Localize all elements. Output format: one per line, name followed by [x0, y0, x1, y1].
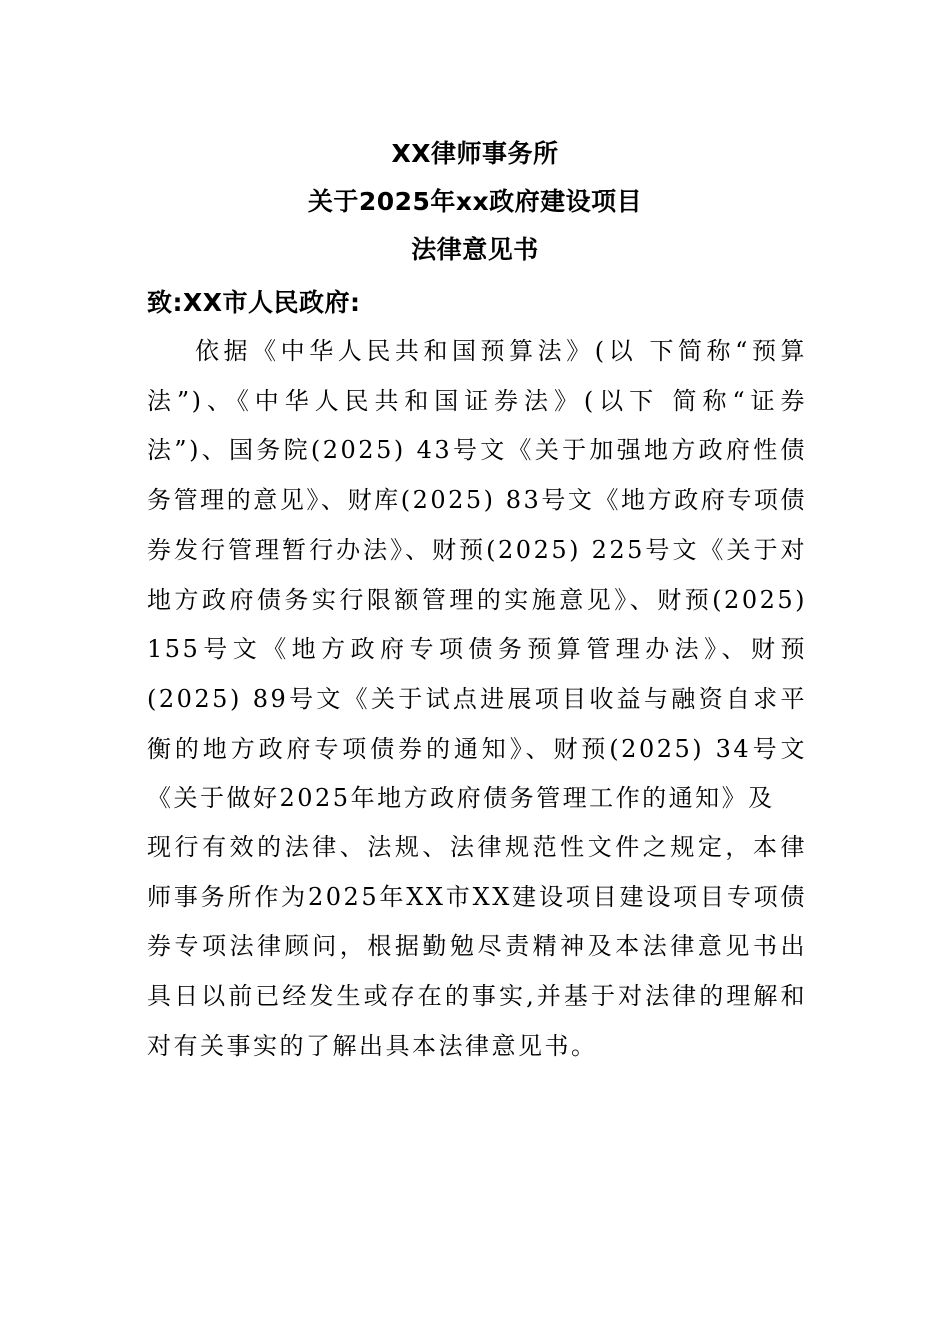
salutation: 致:XX市人民政府:	[147, 288, 361, 317]
paragraph-opinion-statement: 现行有效的法律、法规、法律规范性文件之规定，本律师事务所作为2025年XX市XX建设项目建设项目专项债券专项法律顾问，根据勤勉尽责精神及本法律意见书出具日以前已经发生或存在的事实,并基于对法律的理解和对有关事实的了解出具本法律意见书。	[147, 833, 807, 1060]
title-document-type: 法律意见书	[411, 235, 539, 264]
title-project-name: 关于2025年xx政府建设项目	[307, 187, 643, 216]
paragraph-legal-basis: 依据《中华人民共和国预算法》(以 下简称“预算法”)、《中华人民共和国证券法》(以下 简称“证券法”)、国务院(2025) 43号文《关于加强地方政府性债务管理的意见》、财库(2025) 83号文《地方政府专项债券发行管理暂行办法》、财预(2025) 225号文《关于对地方政府债务实行限额管理的实施意见》、财预(2025) 155号文《地方政府专项债务预算管理办法》、财预(2025) 89号文《关于试点进展项目收益与融资自求平衡的地方政府专项债券的通知》、财预(2025) 34号文《关于做好2025年地方政府债务管理工作的通知》及	[147, 337, 807, 813]
title-firm-name: XX律师事务所	[391, 139, 559, 168]
document-title	[0, 130, 950, 274]
